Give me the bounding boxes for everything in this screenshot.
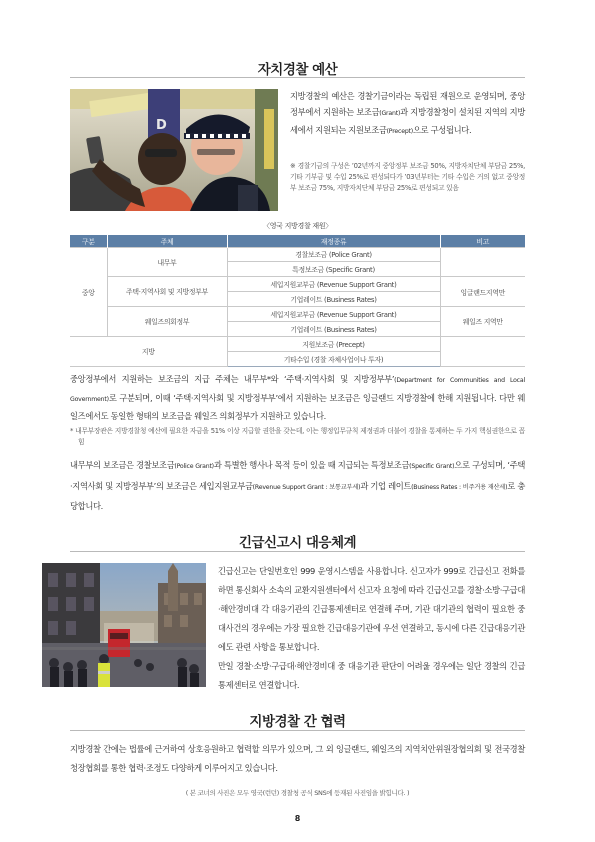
police-selfie-photo <box>70 89 278 211</box>
emergency-paragraph: 긴급신고는 단일번호인 999 운영시스템을 사용합니다. 신고자가 999로 긴급신고 전화를 하면 통신회사 소속의 교환지원센터에서 신고자 요청에 따라 긴급신고를 경찰·소방·구급대·해안경비대 각 대응기관의 긴급통제센터로 연결해 주며, 기관 대기관의 협력이 필요한 중대사건의 경우에는 가장 필요한 긴급대응기관에 우선 연결하고, 동시에 다른 긴급대응기관에도 관련 사항을 통보합니다. <box>218 566 525 652</box>
rsg-cell-wales: 세입지원교부금 (Revenue Support Grant) <box>227 307 440 322</box>
header-remark: 비고 <box>440 235 525 247</box>
section-divider <box>70 77 525 78</box>
home-office-grant-paragraph: 내무부의 보조금은 경찰보조금(Police Grant)과 특별한 행사나 목적 등이 있을 때 지급되는 특정보조금(Specific Grant)으로 구성되며, ‘주택·지역사회 및 지방정부부’의 보조금은 세입지원교부금(Revenue Support Grant : 보통교부세)과 기업 레이트(Business Rates : 비주거용 재산세)로 충당합니다. <box>70 460 526 511</box>
local-label: 지방 <box>70 336 227 366</box>
header-type: 재정종류 <box>227 235 440 247</box>
london-street-photo <box>42 563 206 687</box>
section-title-cooperation: 지방경찰 간 협력 <box>249 714 346 730</box>
table-row <box>70 336 525 351</box>
home-office-cell: 내무부 <box>107 247 227 277</box>
table-row <box>70 247 525 262</box>
section-title-budget: 자치경찰 예산 <box>257 62 338 78</box>
photo-credit: ( 본 코너의 사진은 모두 영국(런던) 경찰청 공식 SNS에 등재된 사진임을 밝힙니다. ) <box>185 789 410 797</box>
other-income-cell: 기타수입 (경찰 자체사업이나 투자) <box>227 351 440 366</box>
specific-grant-cell: 특정보조금 (Specific Grant) <box>227 262 440 277</box>
precept-cell: 지원보조금 (Precept) <box>227 336 440 351</box>
header-category: 구분 <box>70 235 107 247</box>
police-grant-cell: 경찰보조금 (Police Grant) <box>227 247 440 262</box>
rsg-cell: 세입지원교부금 (Revenue Support Grant) <box>227 277 440 292</box>
table-row <box>70 307 525 322</box>
dclg-cell: 주택·지역사회 및 지방정부부 <box>107 277 227 307</box>
empty-remark-cell <box>440 247 525 277</box>
page-number: 8 <box>294 814 301 823</box>
budget-paragraph: 지방경찰의 예산은 경찰기금이라는 독립된 재원으로 운영되며, 중앙정부에서 지원하는 보조금(Grant)과 지방경찰청이 설치된 지역의 지방세에서 지원되는 지원보조금(Precept)으로 구성됩니다. <box>290 91 526 136</box>
table-caption: 〈영국 지방경찰 재원〉 <box>263 222 332 230</box>
emergency-fallback-paragraph: 만일 경찰·소방·구급대·해안경비대 중 대응기관 판단이 어려울 경우에는 일단 경찰의 긴급통제센터로 연결합니다. <box>218 661 525 690</box>
section-divider <box>70 730 525 731</box>
table-row <box>70 277 525 292</box>
table-header-row <box>70 235 525 247</box>
empty-remark-cell-local <box>440 336 525 366</box>
cooperation-paragraph: 지방경찰 간에는 법률에 근거하여 상호응원하고 협력할 의무가 있으며, 그 외 잉글랜드, 웨일즈의 지역치안위원장협의회 및 전국경찰청장협회를 통한 협력·조정도 다양하게 이루어지고 있습니다. <box>70 744 525 773</box>
business-rates-cell: 기업레이트 (Business Rates) <box>227 292 440 307</box>
header-body: 주체 <box>107 235 227 247</box>
section-title-emergency: 긴급신고시 대응체계 <box>238 535 357 551</box>
england-only-cell: 잉글랜드지역만 <box>440 277 525 307</box>
wales-gov-cell: 웨일즈의회정부 <box>107 307 227 337</box>
grant-paragraph: 중앙정부에서 지원하는 보조금의 지급 주체는 내무부*와 ‘주택·지역사회 및 지방정부부’(Department for Communities and Local Government)로 구분되며, 이때 ‘주택·지역사회 및 지방정부부’에서 지원하는 보조금은 잉글랜드 지방경찰에 한해 지원됩니다. 다만 웨일즈에서도 동일한 형태의 보조금을 웨일즈 의회정부가 지원하고 있습니다. <box>70 374 525 421</box>
budget-note: ※ 경찰기금의 구성은 ’02년까지 중앙정부 보조금 50%, 지방자치단체 부담금 25%, 기타 기부금 및 수입 25%로 편성되다가 ’03년부터는 기타 수입은 거의 없고 중앙정부 보조금 75%, 지방자치단체 부담금 25%로 편성되고 있음 <box>290 162 525 192</box>
home-office-note: * 내무부장관은 지방경찰청 예산에 필요한 자금을 51% 이상 지급할 권한을 갖는데, 이는 행정입무규칙 제정권과 더불어 경찰을 통제하는 두 가지 핵심권한으로 꼽힘 <box>70 427 525 446</box>
funding-table <box>70 235 525 367</box>
svg-text:D: D <box>156 118 167 133</box>
central-label: 중앙 <box>70 247 107 336</box>
wales-only-cell: 웨일즈 지역만 <box>440 307 525 337</box>
business-rates-cell-wales: 기업레이트 (Business Rates) <box>227 321 440 336</box>
section-divider <box>70 551 525 552</box>
